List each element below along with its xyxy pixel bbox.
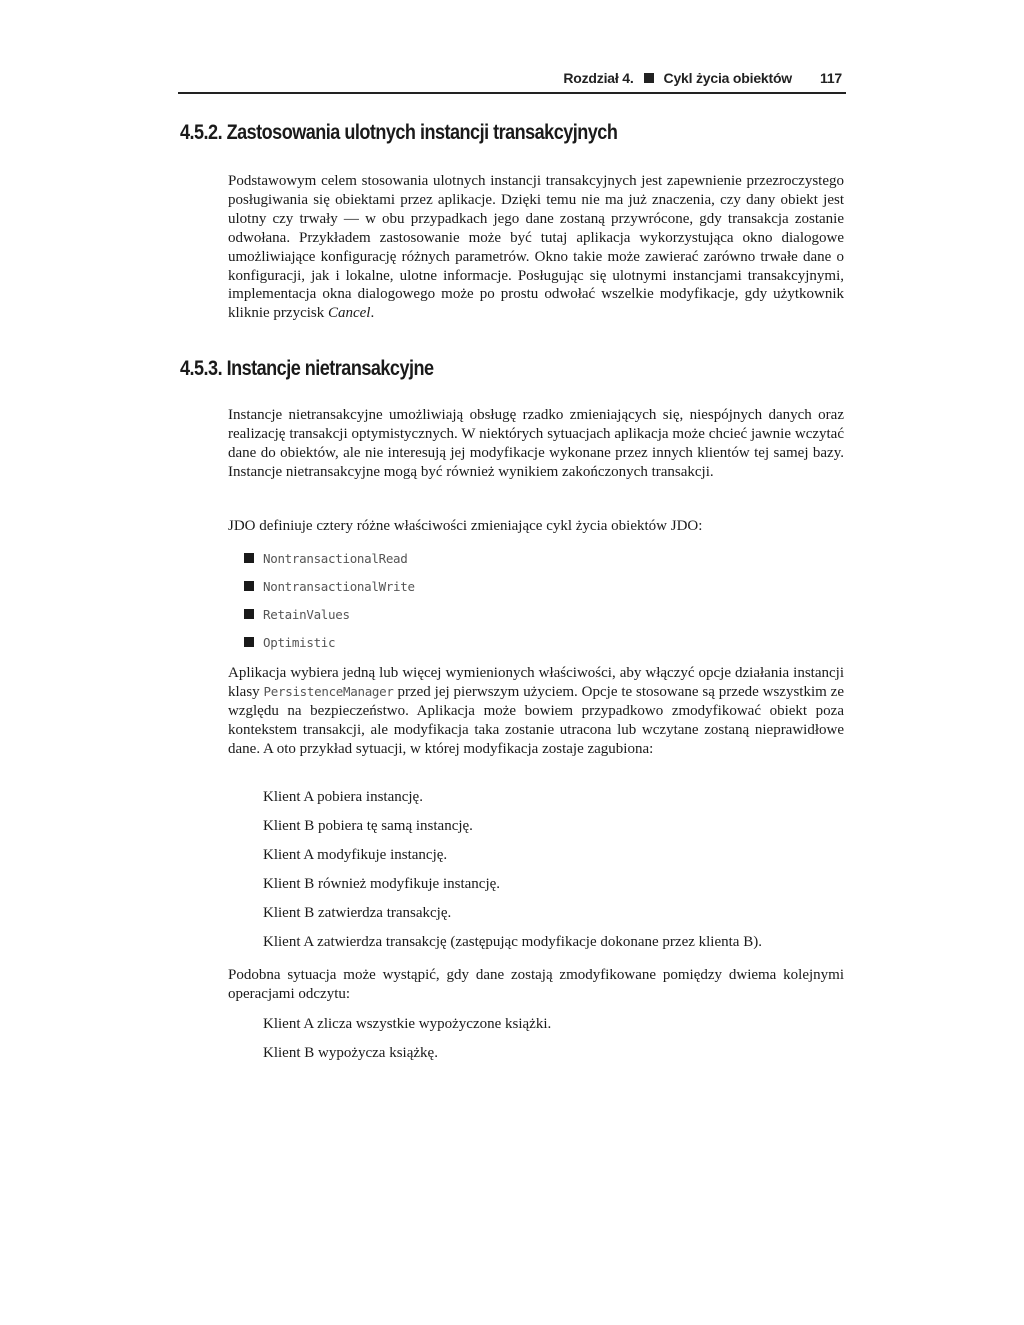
class-name: PersistenceManager xyxy=(263,683,394,699)
property-name: Optimistic xyxy=(263,634,336,650)
square-bullet-icon xyxy=(244,637,254,647)
list-item: Klient A modyfikuje instancję. xyxy=(263,847,448,863)
list-item: Klient B pobiera tę samą instancję. xyxy=(263,818,473,834)
list-item: Klient A pobiera instancję. xyxy=(263,789,423,805)
chapter-label: Rozdział 4. xyxy=(563,70,634,86)
paragraph-text: Podstawowym celem stosowania ulotnych instancji transakcyjnych jest zapewnienie przezroczystego posługiwania się obiektami przez aplikacje. Dzięki temu nie ma już znaczenia, czy dany obiekt jest ulotny czy trwały — w obu przypadkach jego dane zostaną przywrócone, gdy transakcja zostanie odwołana. Przykładem zastosowanie może być tutaj aplikacja wykorzystująca okno dialogowe umożliwiające konfigurację różnych parametrów. Okno takie może zawierać zarówno trwałe dane o konfiguracji, jak i lokalne, ulotne informacje. Posługując się ulotnymi instancjami transakcyjnymi, implementacja okna dialogowego może po prostu odwołać wszelkie modyfikacje, gdy użytkownik kliknie przycisk xyxy=(228,173,844,322)
read-modify-scenario xyxy=(263,1015,551,1073)
list-item xyxy=(244,572,415,600)
page-number: 117 xyxy=(820,70,842,86)
square-bullet-icon xyxy=(244,553,254,563)
running-header xyxy=(178,66,846,94)
property-list xyxy=(244,544,415,656)
paragraph-end: . xyxy=(370,305,375,322)
paragraph-options xyxy=(228,664,844,759)
square-bullet-icon xyxy=(644,73,654,83)
paragraph-transient-usage xyxy=(228,172,844,323)
list-item: Klient B również modyfikuje instancję. xyxy=(263,876,501,892)
paragraph-properties-intro: JDO definiuje cztery różne właściwości zmieniające cykl życia obiektów JDO: xyxy=(228,518,703,534)
paragraph-similar-situation: Podobna sytuacja może wystąpić, gdy dane zostają zmodyfikowane pomiędzy dwiema kolejnymi operacjami odczytu: xyxy=(228,967,844,1002)
cancel-term: Cancel xyxy=(327,305,371,322)
list-item: Klient A zlicza wszystkie wypożyczone książki. xyxy=(263,1016,552,1032)
section-heading-4-5-2: 4.5.2. Zastosowania ulotnych instancji transakcyjnych xyxy=(180,121,618,144)
square-bullet-icon xyxy=(244,581,254,591)
square-bullet-icon xyxy=(244,609,254,619)
property-name: NontransactionalRead xyxy=(263,550,408,566)
paragraph-nontransactional-intro: Instancje nietransakcyjne umożliwiają obsługę rzadko zmieniających się, niespójnych danych oraz realizację transakcji optymistycznych. W niektórych sytuacjach aplikacja może chcieć jawnie wczytać dane do obiektów, ale nie interesują jej modyfikacje wykonane przez innych klientów tej samej bazy. Instancje nietransakcyjne mogą być również wynikiem zakończonych transakcji. xyxy=(228,407,844,480)
property-name: NontransactionalWrite xyxy=(263,578,415,594)
list-item xyxy=(244,600,415,628)
list-item: Klient B zatwierdza transakcję. xyxy=(263,905,452,921)
paragraph-text: Aplikacja wybiera jedną lub więcej wymienionych właściwości, aby włączyć opcje działania instancji klasy xyxy=(228,665,844,700)
paragraph-text: przed jej pierwszym użyciem. Opcje te stosowane są przede wszystkim ze względu na bezpieczeństwo. Aplikacja może bowiem przypadkowo zmodyfikować obiekt poza kontekstem transakcji, ale modyfikacja taka zostanie utracona lub wczytane zostaną nieprawidłowe dane. A oto przykład sytuacji, w której modyfikacja zostaje zagubiona: xyxy=(228,683,844,757)
chapter-title: Cykl życia obiektów xyxy=(663,70,792,86)
list-item xyxy=(244,544,415,572)
list-item xyxy=(244,628,415,656)
list-item: Klient A zatwierdza transakcję (zastępując modyfikacje dokonane przez klienta B). xyxy=(263,934,762,950)
lost-update-scenario xyxy=(263,788,762,962)
section-heading-4-5-3: 4.5.3. Instancje nietransakcyjne xyxy=(180,357,434,380)
list-item: Klient B wypożycza książkę. xyxy=(263,1045,438,1061)
property-name: RetainValues xyxy=(263,606,350,622)
